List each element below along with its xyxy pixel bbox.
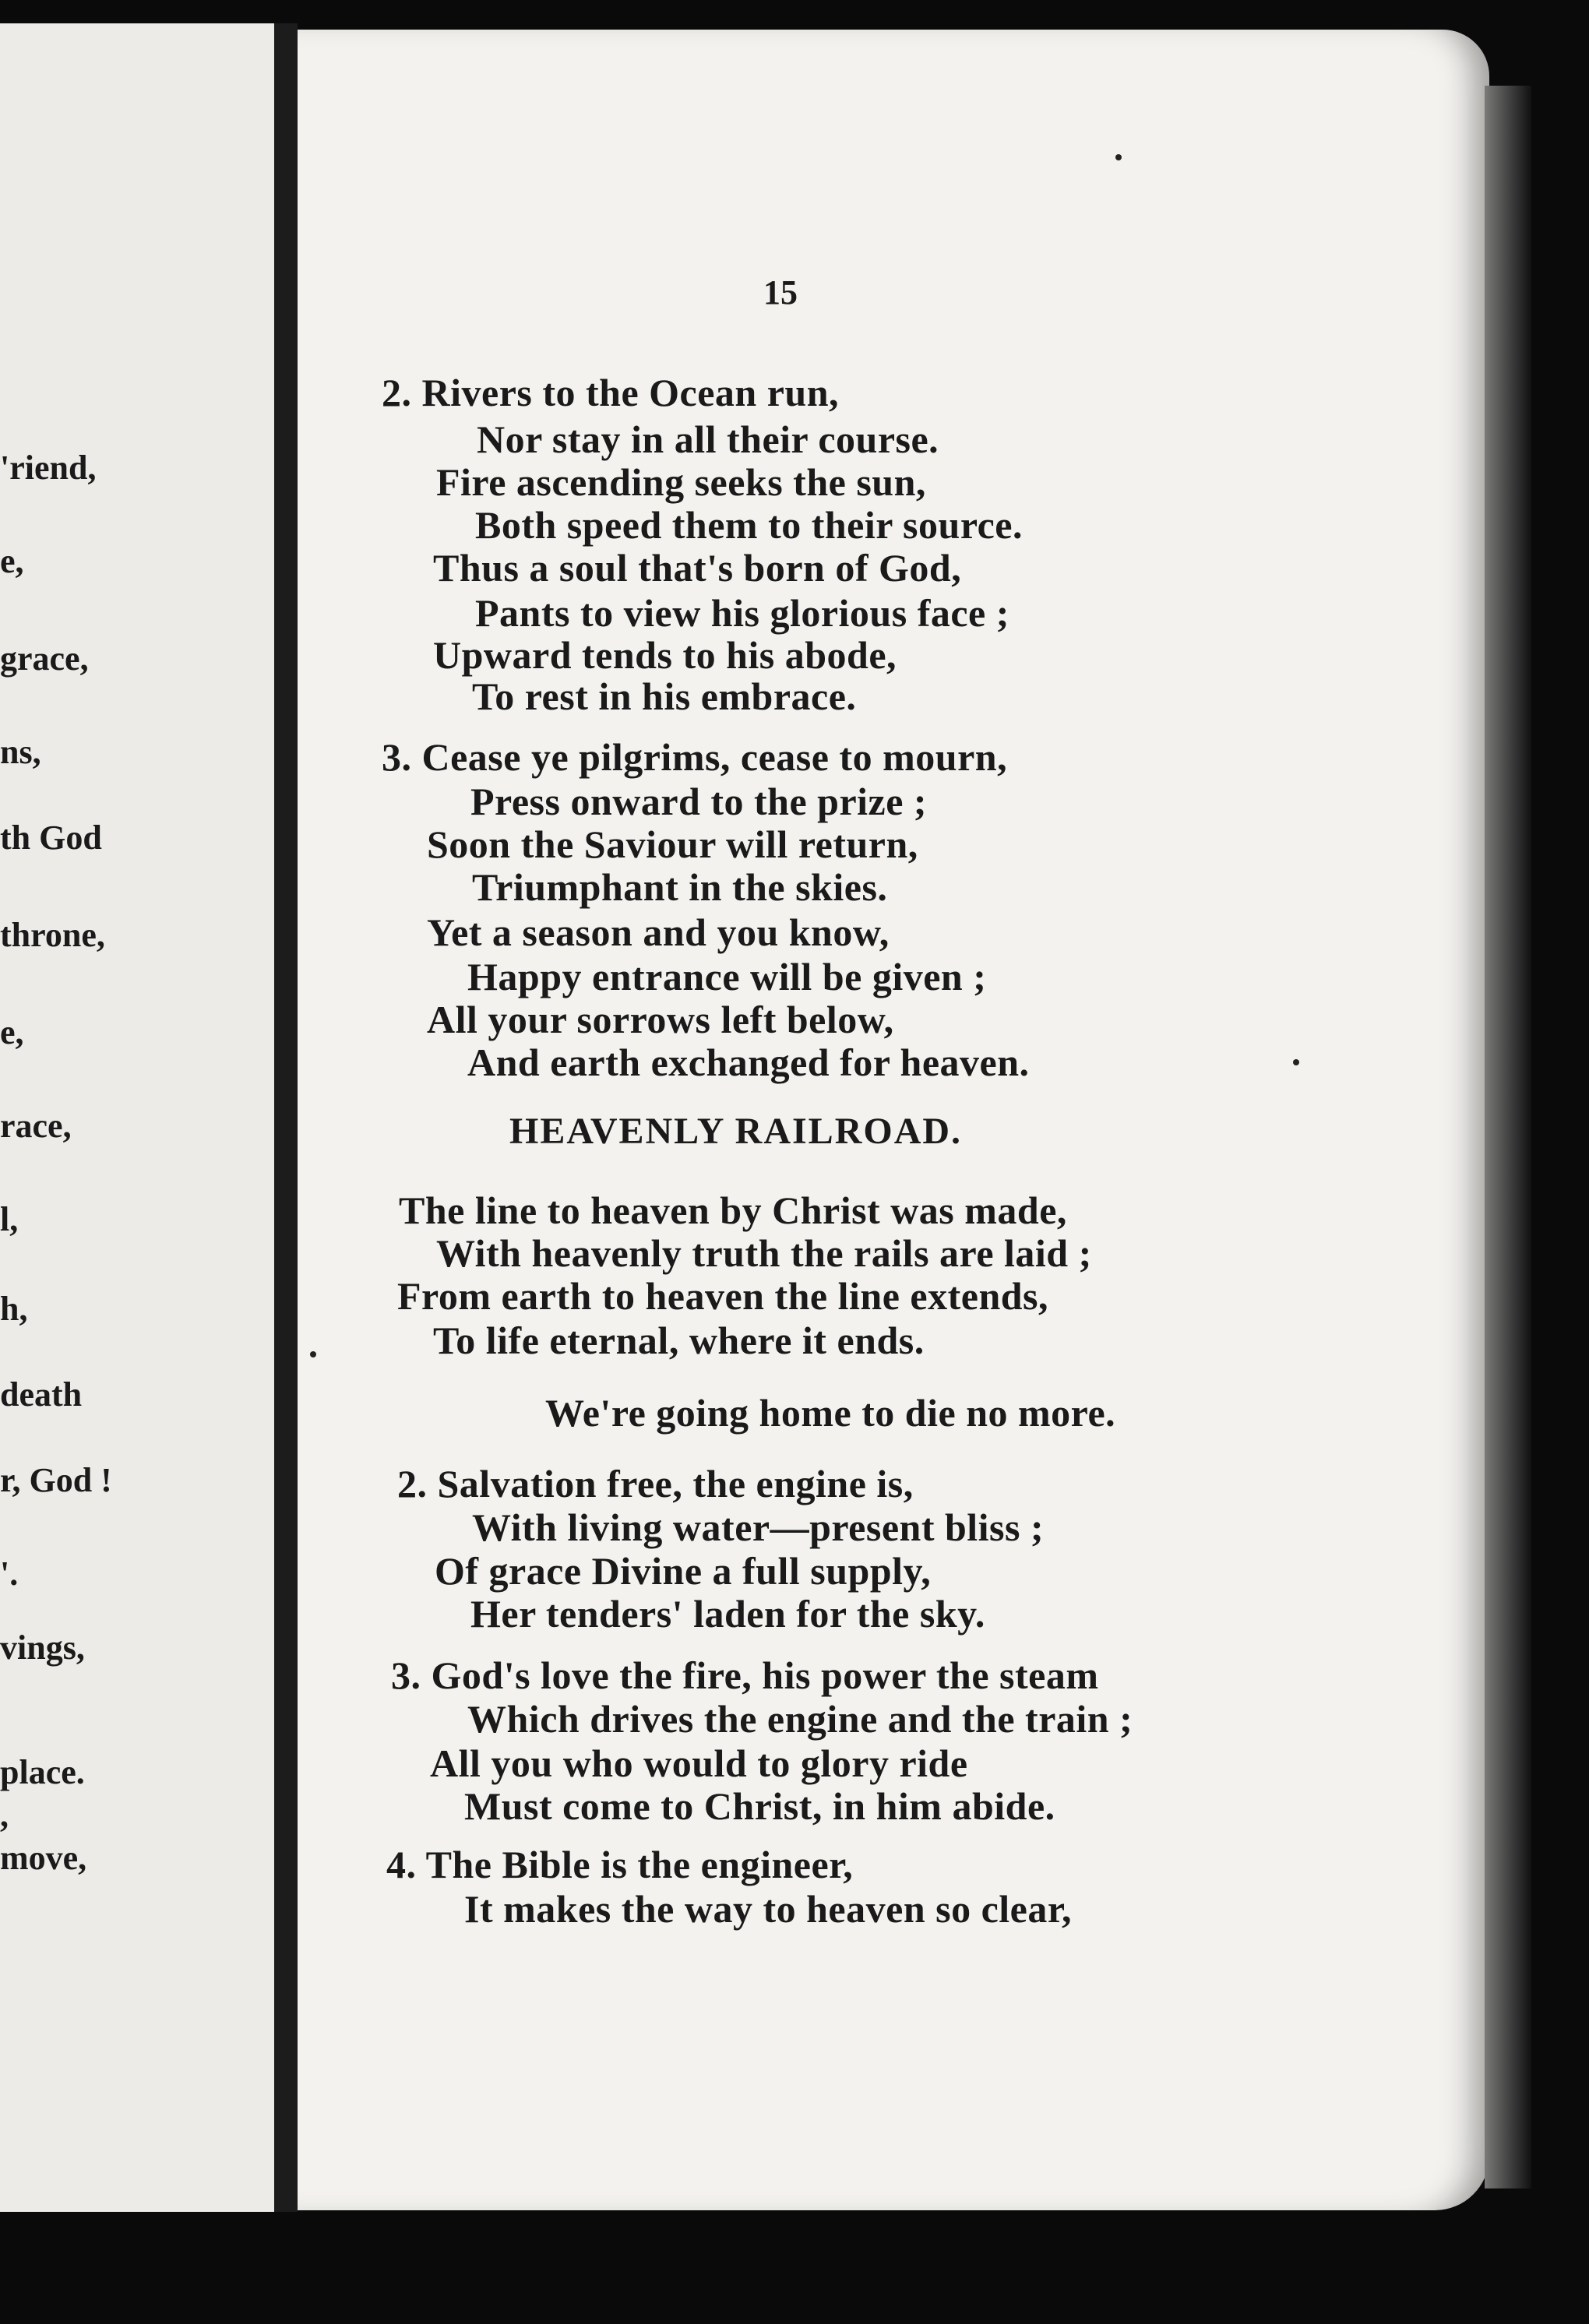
chorus-line: We're going home to die no more. xyxy=(545,1391,1116,1435)
verse-line: Of grace Divine a full supply, xyxy=(435,1549,932,1593)
left-page xyxy=(0,23,274,2212)
left-fragment: th God xyxy=(0,819,102,857)
left-fragment: race, xyxy=(0,1107,72,1145)
verse-line: 4. The Bible is the engineer, xyxy=(386,1843,854,1886)
verse-line: 3. God's love the fire, his power the steam xyxy=(391,1653,1099,1697)
verse-line: All you who would to glory ride xyxy=(430,1741,968,1785)
verse-line: Pants to view his glorious face ; xyxy=(475,591,1009,635)
verse-line: Which drives the engine and the train ; xyxy=(467,1697,1133,1741)
book-gutter xyxy=(274,23,298,2212)
left-fragment: ns, xyxy=(0,733,41,771)
left-fragment: '. xyxy=(0,1555,19,1593)
left-fragment: move, xyxy=(0,1839,87,1877)
page-number: 15 xyxy=(763,273,798,312)
verse-line: To life eternal, where it ends. xyxy=(433,1319,925,1362)
left-fragment: throne, xyxy=(0,916,105,954)
verse-line: Yet a season and you know, xyxy=(427,910,890,954)
verse-line: With living water—present bliss ; xyxy=(472,1505,1045,1549)
verse-line: 2. Rivers to the Ocean run, xyxy=(382,371,840,414)
left-fragment: e, xyxy=(0,542,24,580)
left-fragment: l, xyxy=(0,1200,19,1238)
left-fragment: place. xyxy=(0,1753,85,1791)
verse-line: Happy entrance will be given ; xyxy=(467,955,987,998)
verse-line: Must come to Christ, in him abide. xyxy=(464,1784,1055,1828)
left-fragment: death xyxy=(0,1375,83,1414)
verse-line: With heavenly truth the rails are laid ; xyxy=(436,1231,1092,1275)
verse-line: Nor stay in all their course. xyxy=(477,417,939,461)
verse-line: Thus a soul that's born of God, xyxy=(433,546,962,590)
book-edge xyxy=(1485,86,1531,2188)
verse-line: 2. Salvation free, the engine is, xyxy=(397,1462,914,1505)
verse-line: Her tenders' laden for the sky. xyxy=(470,1592,985,1636)
left-fragment: grace, xyxy=(0,639,89,678)
verse-line: And earth exchanged for heaven. xyxy=(467,1041,1030,1084)
verse-line: Soon the Saviour will return, xyxy=(427,822,918,866)
paper-speck xyxy=(1293,1059,1299,1065)
left-fragment: vings, xyxy=(0,1629,85,1667)
paper-speck xyxy=(1115,154,1122,160)
verse-line: To rest in his embrace. xyxy=(472,674,857,718)
verse-line: 3. Cease ye pilgrims, cease to mourn, xyxy=(382,735,1008,779)
left-fragment: h, xyxy=(0,1290,28,1328)
paper-speck xyxy=(310,1351,316,1357)
left-fragment: , xyxy=(0,1796,9,1834)
section-heading: HEAVENLY RAILROAD. xyxy=(509,1111,963,1152)
verse-line: It makes the way to heaven so clear, xyxy=(464,1887,1072,1931)
left-fragment: r, God ! xyxy=(0,1461,112,1499)
verse-line: Press onward to the prize ; xyxy=(470,780,928,823)
verse-line: The line to heaven by Christ was made, xyxy=(399,1188,1067,1232)
verse-line: Upward tends to his abode, xyxy=(433,633,897,677)
verse-line: All your sorrows left below, xyxy=(427,998,894,1041)
left-fragment: e, xyxy=(0,1013,24,1051)
verse-line: From earth to heaven the line extends, xyxy=(397,1274,1049,1318)
verse-line: Triumphant in the skies. xyxy=(472,865,888,909)
left-fragment: 'riend, xyxy=(0,449,97,487)
verse-line: Fire ascending seeks the sun, xyxy=(436,460,926,504)
verse-line: Both speed them to their source. xyxy=(475,503,1023,547)
